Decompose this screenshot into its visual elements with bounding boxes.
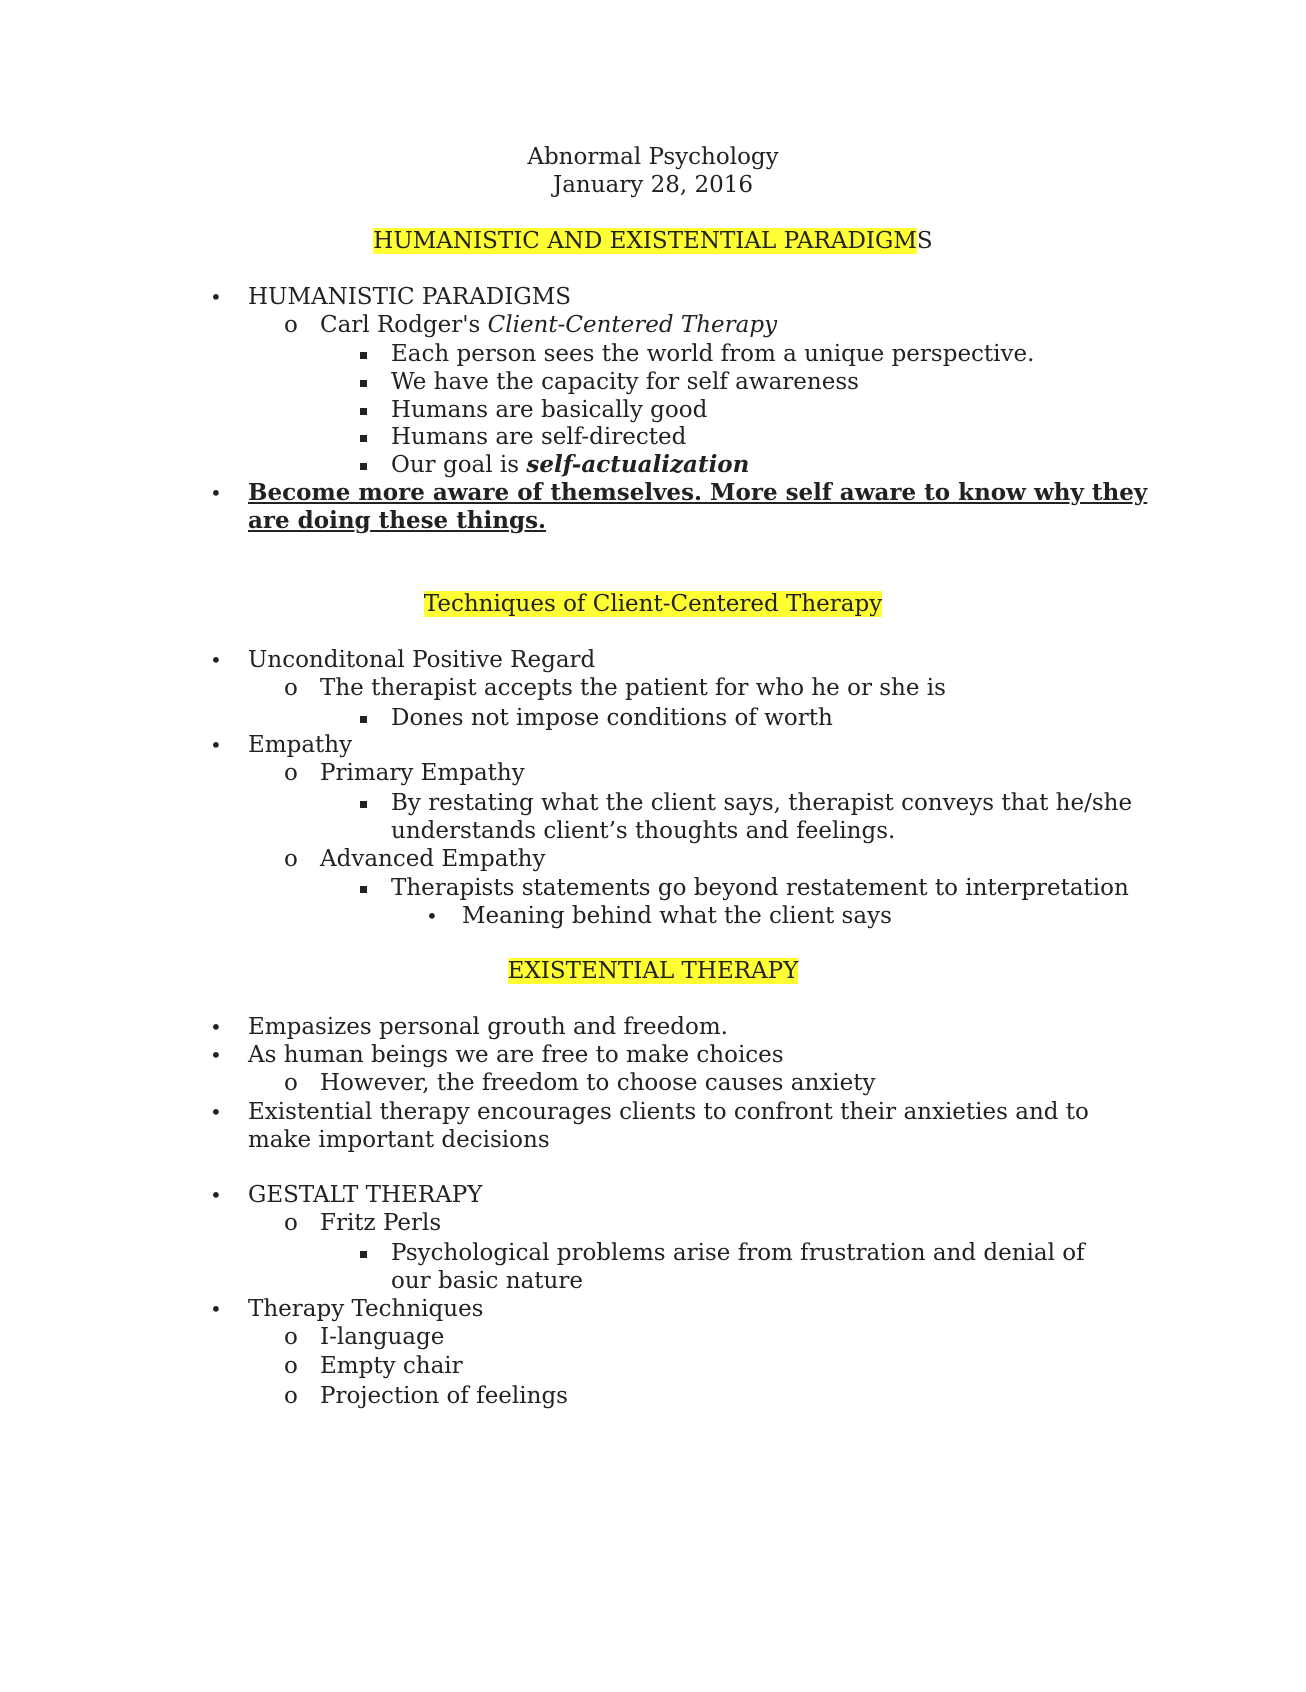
bullet-square bbox=[360, 450, 367, 480]
bullet-disc: • bbox=[210, 1043, 222, 1067]
list-item-continuation: understands client’s thoughts and feelings. bbox=[391, 818, 896, 844]
list-item: Meaning behind what the client says bbox=[462, 903, 892, 929]
list-item-continuation: our basic nature bbox=[391, 1268, 583, 1294]
list-item: Existential therapy encourages clients to confront their anxieties and to bbox=[248, 1099, 1089, 1125]
list-item-continuation: are doing these things. bbox=[248, 507, 547, 534]
list-item bbox=[391, 450, 749, 480]
text-prefix: Carl Rodger's bbox=[320, 312, 488, 338]
bullet-square bbox=[360, 367, 367, 397]
list-item: Dones not impose conditions of worth bbox=[391, 705, 833, 731]
list-item: As human beings we are free to make choices bbox=[248, 1042, 784, 1068]
bullet-square bbox=[360, 1238, 367, 1268]
heading-tail: S bbox=[916, 228, 933, 254]
bullet-square bbox=[360, 788, 367, 818]
bullet-circle: o bbox=[284, 1070, 298, 1096]
list-item: Empasizes personal grouth and freedom. bbox=[248, 1014, 728, 1040]
bullet-square bbox=[360, 395, 367, 425]
list-item-continuation: make important decisions bbox=[248, 1127, 550, 1153]
list-item: Primary Empathy bbox=[320, 760, 525, 786]
course-title: Abnormal Psychology bbox=[527, 144, 779, 170]
list-item: Unconditonal Positive Regard bbox=[248, 647, 596, 673]
section-heading-techniques bbox=[0, 589, 1306, 619]
highlighted-heading: EXISTENTIAL THERAPY bbox=[507, 958, 799, 984]
list-item: Humans are self-directed bbox=[391, 424, 687, 450]
list-item: Humans are basically good bbox=[391, 397, 708, 423]
list-item: Psychological problems arise from frustration and denial of bbox=[391, 1240, 1085, 1266]
bullet-disc: • bbox=[210, 1100, 222, 1124]
bullet-circle: o bbox=[284, 1324, 298, 1350]
bullet-circle: o bbox=[284, 1210, 298, 1236]
bullet-disc: • bbox=[210, 1015, 222, 1039]
bullet-circle: o bbox=[284, 312, 298, 338]
list-item: GESTALT THERAPY bbox=[248, 1182, 483, 1208]
list-item: HUMANISTIC PARADIGMS bbox=[248, 284, 572, 310]
bullet-square bbox=[360, 703, 367, 733]
list-item: Become more aware of themselves. More self aware to know why they bbox=[248, 479, 1148, 506]
bullet-disc: • bbox=[210, 1297, 222, 1321]
bullet-square bbox=[360, 339, 367, 369]
list-item: Empathy bbox=[248, 732, 353, 758]
bullet-circle: o bbox=[284, 846, 298, 872]
bullet-circle: o bbox=[284, 675, 298, 701]
section-heading-existential bbox=[0, 956, 1306, 986]
list-item: Therapy Techniques bbox=[248, 1296, 484, 1322]
bullet-disc: • bbox=[210, 481, 222, 505]
bullet-square bbox=[360, 422, 367, 452]
list-item: Each person sees the world from a unique perspective. bbox=[391, 341, 1035, 367]
italic-title: Client-Centered Therapy bbox=[487, 312, 778, 338]
highlighted-heading: HUMANISTIC AND EXISTENTIAL PARADIGM bbox=[373, 228, 917, 254]
bullet-circle: o bbox=[284, 1383, 298, 1409]
bullet-circle: o bbox=[284, 1353, 298, 1379]
lecture-date: January 28, 2016 bbox=[553, 172, 753, 198]
section-heading-humanistic bbox=[0, 226, 1306, 256]
bullet-disc: • bbox=[210, 285, 222, 309]
bullet-disc: • bbox=[210, 648, 222, 672]
list-item: Empty chair bbox=[320, 1353, 463, 1379]
emphasized-term: self-actualization bbox=[526, 451, 750, 478]
list-item: We have the capacity for self awareness bbox=[391, 369, 859, 395]
list-item: However, the freedom to choose causes anxiety bbox=[320, 1070, 876, 1096]
list-item: Projection of feelings bbox=[320, 1383, 568, 1409]
list-item: The therapist accepts the patient for who he or she is bbox=[320, 675, 946, 701]
list-item: By restating what the client says, therapist conveys that he/she bbox=[391, 790, 1133, 816]
text-prefix: Our goal is bbox=[391, 452, 527, 478]
list-item: Advanced Empathy bbox=[320, 846, 546, 872]
bullet-circle: o bbox=[284, 760, 298, 786]
bullet-disc: • bbox=[210, 1183, 222, 1207]
list-item: Therapists statements go beyond restatement to interpretation bbox=[391, 875, 1129, 901]
list-item: Fritz Perls bbox=[320, 1210, 442, 1236]
list-item: I-language bbox=[320, 1324, 445, 1350]
bullet-disc: • bbox=[210, 733, 222, 757]
bullet-disc: • bbox=[426, 904, 438, 928]
bullet-square bbox=[360, 873, 367, 903]
list-item bbox=[320, 310, 777, 340]
highlighted-heading: Techniques of Client-Centered Therapy bbox=[423, 591, 883, 617]
